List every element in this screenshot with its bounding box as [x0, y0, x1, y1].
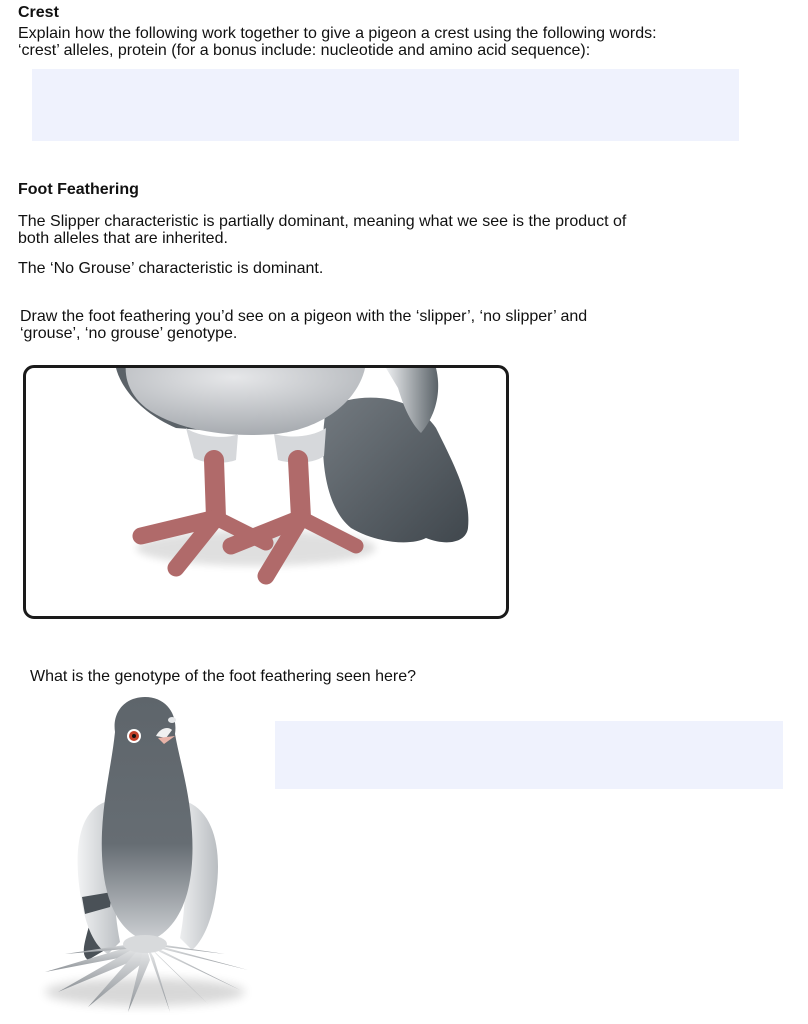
grouse-description: The ‘No Grouse’ characteristic is dominant. [18, 260, 324, 277]
crest-title: Crest [18, 4, 59, 21]
pigeon-legs-illustration [26, 368, 506, 616]
drawing-area[interactable] [23, 365, 509, 619]
genotype-answer-field[interactable] [275, 721, 783, 789]
draw-prompt: Draw the foot feathering you’d see on a pigeon with the ‘slipper’, ‘no slipper’ and ‘grouse’, ‘no grouse’ genotype. [20, 308, 588, 342]
slipper-description: The Slipper characteristic is partially dominant, meaning what we see is the product of both alleles that are inherited. [18, 213, 627, 247]
pigeon-full-body-illustration [30, 692, 260, 1017]
crest-answer-field[interactable] [32, 69, 739, 141]
genotype-question: What is the genotype of the foot feathering seen here? [30, 668, 417, 685]
crest-prompt: Explain how the following work together to give a pigeon a crest using the following words: ‘crest’ alleles, protein (for a bonus include: nucleotide and amino acid sequence): [18, 25, 657, 59]
foot-feathering-title: Foot Feathering [18, 181, 139, 198]
pigeon-illustration [30, 692, 260, 1017]
